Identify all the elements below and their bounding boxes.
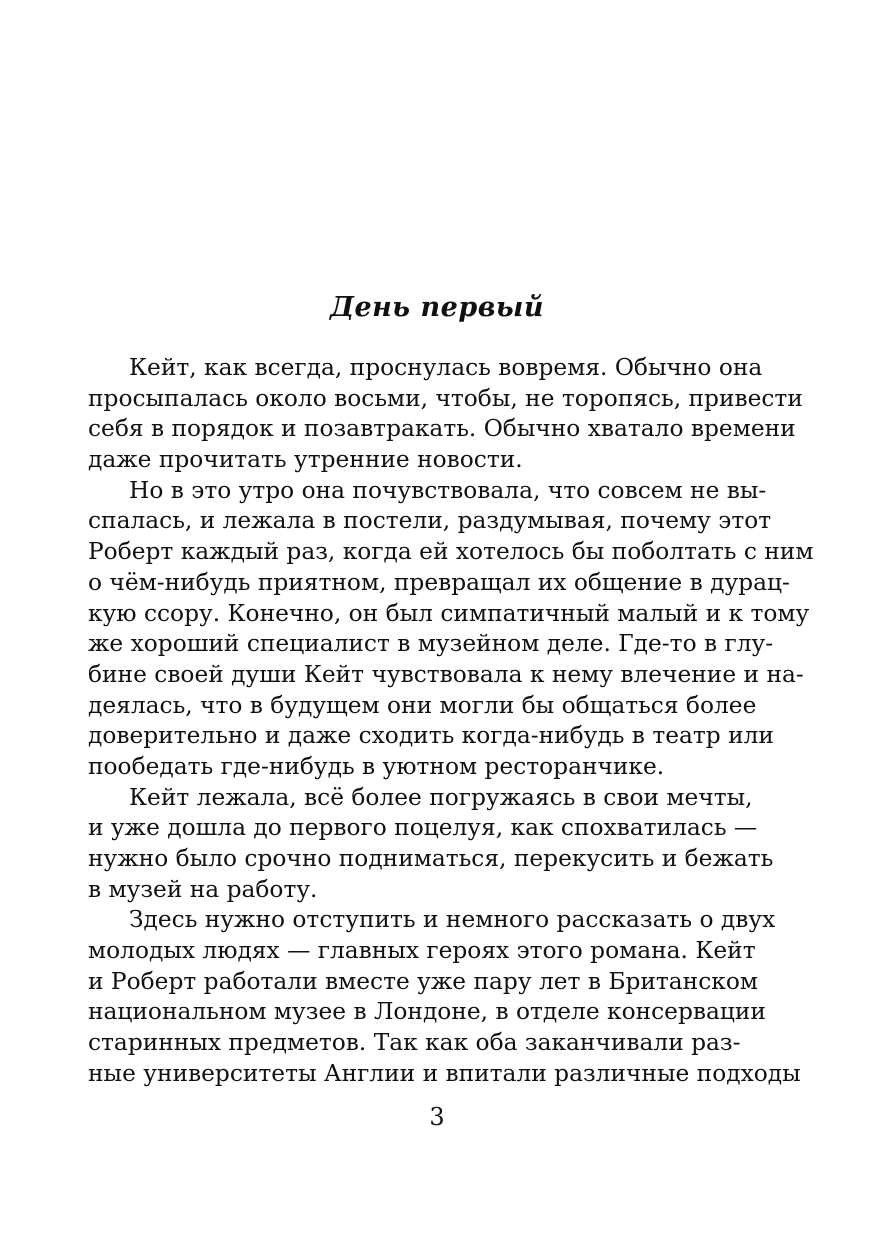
text-line: ные университеты Англии и впитали различные подходы	[88, 1059, 801, 1087]
text-line: о чём-нибудь приятном, превращал их общение в дурац-	[88, 568, 790, 596]
text-line: Кейт, как всегда, проснулась вовремя. Обычно она	[129, 354, 763, 381]
text-line: просыпалась около восьми, чтобы, не торопясь, привести	[88, 384, 803, 412]
text-line: спалась, и лежала в постели, раздумывая, почему этот	[88, 507, 772, 535]
text-line: и Роберт работали вместе уже пару лет в Британском	[88, 967, 758, 995]
text-line: Здесь нужно отступить и немного рассказать о двух	[129, 906, 776, 934]
text-line: себя в порядок и позавтракать. Обычно хватало времени	[88, 415, 796, 443]
page-number: 3	[429, 1103, 445, 1131]
chapter-title: День первый	[329, 292, 545, 323]
text-line: и уже дошла до первого поцелуя, как спохватилась —	[88, 814, 758, 842]
text-line: же хороший специалист в музейном деле. Где-то в глу-	[88, 630, 774, 658]
text-line: доверительно и даже сходить когда-нибудь в театр или	[88, 722, 774, 750]
text-line: бине своей души Кейт чувствовала к нему влечение и на-	[88, 660, 804, 688]
text-line: нужно было срочно подниматься, перекусить и бежать	[88, 845, 774, 872]
text-line: молодых людях — главных героях этого романа. Кейт	[88, 937, 756, 965]
text-line: деялась, что в будущем они могли бы общаться более	[88, 691, 757, 719]
text-line: Роберт каждый раз, когда ей хотелось бы поболтать с ним	[88, 538, 814, 566]
text-line: Кейт лежала, всё более погружаясь в свои мечты,	[129, 783, 753, 811]
text-line: Но в это утро она почувствовала, что совсем не вы-	[129, 476, 767, 504]
text-line: кую ссору. Конечно, он был симпатичный малый и к тому	[88, 599, 810, 627]
text-line: даже прочитать утренние новости.	[88, 446, 523, 474]
text-line: пообедать где-нибудь в уютном ресторанчике.	[88, 752, 665, 780]
text-line: в музей на работу.	[88, 875, 318, 903]
text-line: старинных предметов. Так как оба заканчивали раз-	[88, 1029, 741, 1057]
text-line: национальном музее в Лондоне, в отделе консервации	[88, 998, 766, 1026]
body-text	[88, 353, 814, 1090]
